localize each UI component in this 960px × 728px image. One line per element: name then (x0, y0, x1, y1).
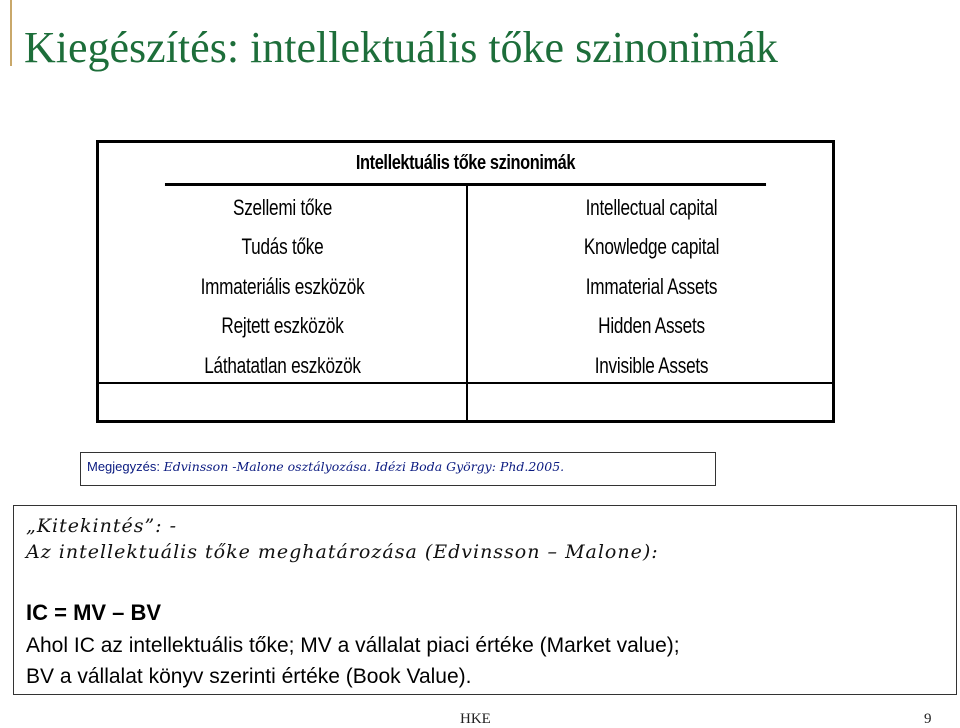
formula-explanation-line: Ahol IC az intellektuális tőke; MV a vállalat piaci értéke (Market value); (26, 634, 680, 657)
note-box (80, 452, 716, 486)
hungarian-term: Szellemi tőke (232, 194, 333, 220)
hungarian-term: Rejtett eszközök (221, 313, 344, 339)
english-term: Hidden Assets (598, 313, 705, 339)
english-terms-column (468, 188, 835, 386)
english-term: Knowledge capital (583, 234, 720, 260)
ic-formula: IC = MV – BV (26, 600, 162, 625)
footer-source: HKE (460, 711, 491, 727)
hungarian-term: Immateriális eszközök (200, 273, 365, 299)
slide-title: Kiegészítés: intellektuális tőke szinonimák (24, 23, 778, 72)
note-label: Megjegyzés: (87, 459, 160, 474)
english-term: Immaterial Assets (585, 273, 718, 299)
english-term: Intellectual capital (585, 194, 718, 220)
synonyms-table-header: Intellektuális tőke szinonimák (165, 143, 766, 186)
hungarian-term: Láthatatlan eszközök (204, 352, 361, 378)
note-text: Edvinsson -Malone osztályozása. Idézi Boda György: Phd.2005. (163, 459, 565, 474)
outlook-heading: „Kitekintés”: - (26, 515, 178, 537)
outlook-definition-intro: Az intellektuális tőke meghatározása (Edvinsson – Malone): (26, 541, 659, 563)
english-term: Invisible Assets (594, 352, 709, 378)
formula-explanation-line: BV a vállalat könyv szerinti értéke (Book Value). (26, 665, 472, 688)
synonyms-table (96, 140, 835, 423)
title-accent-line (10, 0, 12, 66)
page-number: 9 (924, 711, 932, 727)
hungarian-term: Tudás tőke (241, 234, 324, 260)
hungarian-terms-column (99, 188, 466, 386)
outlook-box (13, 505, 957, 695)
